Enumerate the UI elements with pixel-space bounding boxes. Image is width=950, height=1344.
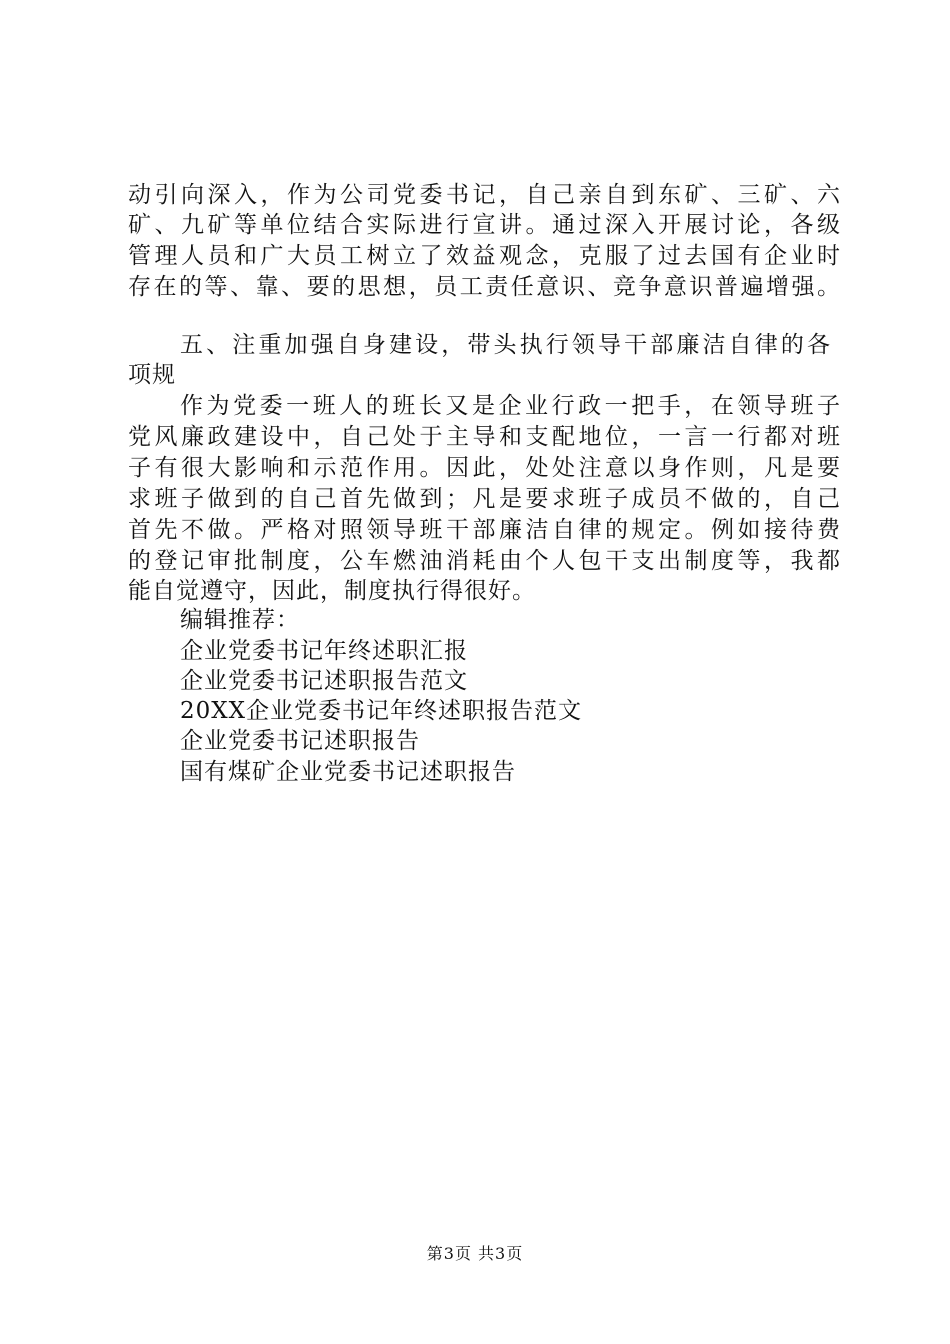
recommend-link[interactable]: 20XX企业党委书记年终述职报告范文	[180, 698, 583, 724]
body-line: 子有很大影响和示范作用。因此，处处注意以身作则，凡是要	[128, 455, 840, 481]
section-heading: 项规	[128, 362, 176, 388]
recommend-link[interactable]: 企业党委书记述职报告范文	[180, 668, 468, 694]
recommend-label: 编辑推荐：	[180, 607, 300, 633]
body-line: 作为党委一班人的班长又是企业行政一把手，在领导班子	[180, 393, 840, 419]
paragraph-line: 管理人员和广大员工树立了效益观念，克服了过去国有企业时	[128, 243, 840, 269]
recommend-link[interactable]: 企业党委书记年终述职汇报	[180, 638, 468, 664]
body-line: 能自觉遵守，因此，制度执行得很好。	[128, 578, 536, 604]
body-line: 求班子做到的自己首先做到；凡是要求班子成员不做的，自己	[128, 486, 840, 512]
paragraph-line: 动引向深入，作为公司党委书记，自己亲自到东矿、三矿、六	[128, 182, 840, 208]
body-line: 党风廉政建设中，自己处于主导和支配地位，一言一行都对班	[128, 424, 840, 450]
paragraph-line: 存在的等、靠、要的思想，员工责任意识、竞争意识普遍增强。	[128, 274, 840, 300]
section-heading: 五、注重加强自身建设，带头执行领导干部廉洁自律的各	[180, 332, 830, 358]
page-indicator: 第3页 共3页	[426, 1244, 524, 1263]
recommend-link[interactable]: 国有煤矿企业党委书记述职报告	[180, 759, 516, 785]
recommend-link[interactable]: 企业党委书记述职报告	[180, 728, 420, 754]
body-line: 首先不做。严格对照领导班干部廉洁自律的规定。例如接待费	[128, 517, 840, 543]
paragraph-line: 矿、九矿等单位结合实际进行宣讲。通过深入开展讨论，各级	[128, 212, 840, 238]
body-line: 的登记审批制度，公车燃油消耗由个人包干支出制度等，我都	[128, 548, 840, 574]
